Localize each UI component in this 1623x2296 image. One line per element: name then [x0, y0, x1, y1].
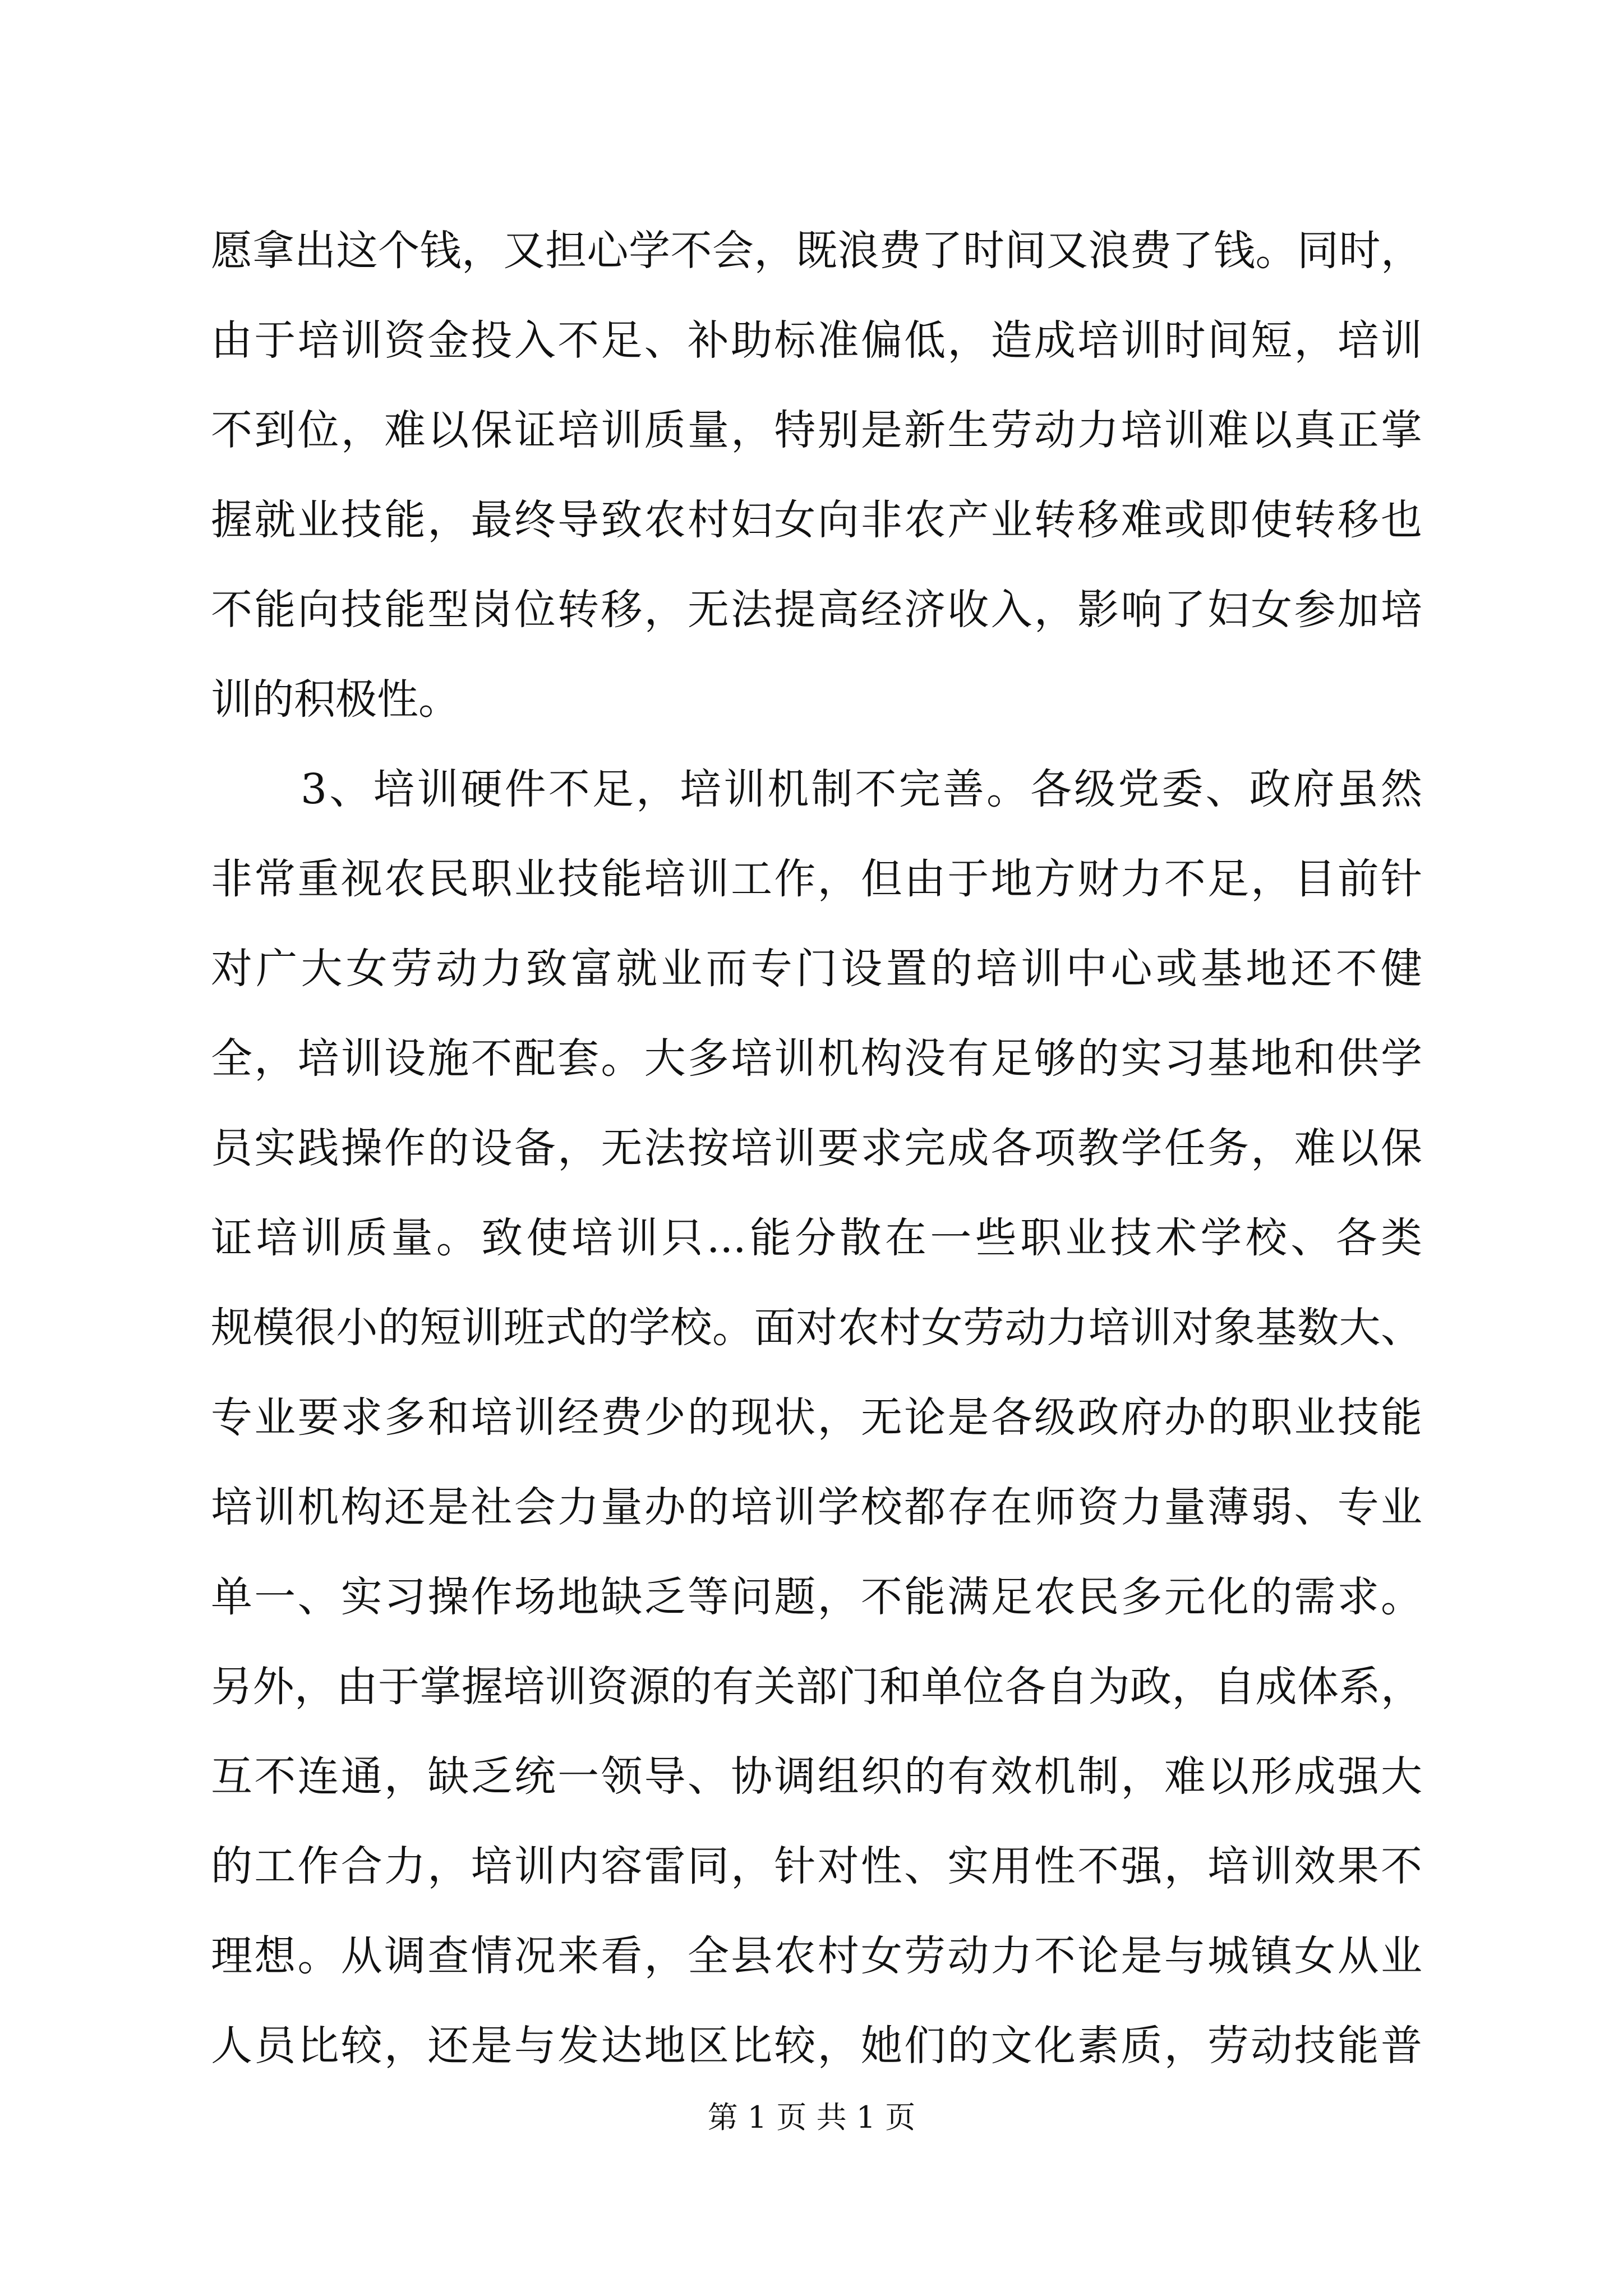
paragraph-line: 规模很小的短训班式的学校。面对农村女劳动力培训对象基数大、	[211, 1304, 1422, 1352]
paragraph-line: 另外，由于掌握培训资源的有关部门和单位各自为政，自成体系，	[211, 1663, 1422, 1711]
paragraph-line: 训的积极性。	[211, 675, 460, 724]
page-number-footer: 第 1 页 共 1 页	[707, 2100, 916, 2135]
paragraph-line: 互不连通，缺乏统一领导、协调组织的有效机制，难以形成强大	[211, 1752, 1422, 1801]
paragraph-line: 由于培训资金投入不足、补助标准偏低，造成培训时间短，培训	[211, 316, 1422, 365]
paragraph-line: 全，培训设施不配套。大多培训机构没有足够的实习基地和供学	[211, 1034, 1422, 1083]
paragraph-line: 不能向技能型岗位转移，无法提高经济收入，影响了妇女参加培	[211, 586, 1422, 634]
paragraph-line: 握就业技能，最终导致农村妇女向非农产业转移难或即使转移也	[211, 496, 1422, 544]
paragraph-line: 证培训质量。致使培训只...能分散在一些职业技术学校、各类	[211, 1214, 1422, 1262]
paragraph-line: 3、培训硬件不足，培训机制不完善。各级党委、政府虽然	[301, 765, 1422, 813]
paragraph-line: 非常重视农民职业技能培训工作，但由于地方财力不足，目前针	[211, 855, 1422, 903]
paragraph-line: 的工作合力，培训内容雷同，针对性、实用性不强，培训效果不	[211, 1842, 1422, 1890]
paragraph-line: 培训机构还是社会力量办的培训学校都存在师资力量薄弱、专业	[211, 1483, 1422, 1531]
paragraph-line: 不到位，难以保证培训质量，特别是新生劳动力培训难以真正掌	[211, 406, 1422, 454]
paragraph-line: 对广大女劳动力致富就业而专门设置的培训中心或基地还不健	[211, 945, 1422, 993]
paragraph-line: 员实践操作的设备，无法按培训要求完成各项教学任务，难以保	[211, 1124, 1422, 1172]
paragraph-line: 人员比较，还是与发达地区比较，她们的文化素质，劳动技能普	[211, 2022, 1422, 2070]
paragraph-line: 专业要求多和培训经费少的现状，无论是各级政府办的职业技能	[211, 1393, 1422, 1442]
paragraph-line: 单一、实习操作场地缺乏等问题，不能满足农民多元化的需求。	[211, 1573, 1422, 1621]
paragraph-line: 理想。从调查情况来看，全县农村女劳动力不论是与城镇女从业	[211, 1932, 1422, 1980]
paragraph-line: 愿拿出这个钱，又担心学不会，既浪费了时间又浪费了钱。同时，	[211, 227, 1422, 275]
